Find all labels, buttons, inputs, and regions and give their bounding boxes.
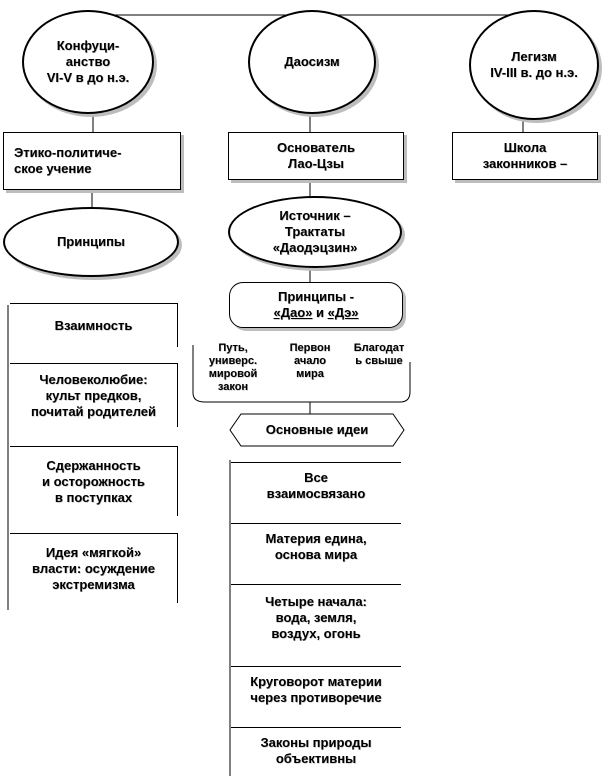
taoism-idea-4: Круговорот материи через противоречие bbox=[231, 666, 401, 712]
legalism-circle bbox=[469, 10, 599, 120]
taoism-source: Источник – Трактаты «Даодэцзин» bbox=[272, 208, 358, 255]
taoism-sub-principle-1: Путь, универс. мировой закон bbox=[208, 342, 258, 393]
confucianism-doctrine: Этико-политиче- ское учение bbox=[14, 145, 122, 176]
confucianism-title: Конфуци- анство VI-V в до н.э. bbox=[46, 38, 130, 85]
confucianism-item-1: Взаимность bbox=[10, 303, 178, 347]
de-term: «Дэ» bbox=[327, 305, 359, 320]
dao-term: «Дао» bbox=[273, 305, 313, 320]
legalism-title: Легизм IV-III в. до н.э. bbox=[490, 49, 578, 80]
confucianism-doctrine-box bbox=[3, 132, 181, 190]
main-ideas-label-box bbox=[229, 413, 405, 447]
confucianism-circle bbox=[22, 10, 154, 114]
taoism-idea-2: Материя едина, основа мира bbox=[231, 523, 401, 569]
confucianism-principles-ellipse bbox=[3, 207, 179, 277]
taoism-founder-box bbox=[228, 132, 404, 180]
taoism-circle bbox=[248, 10, 376, 114]
taoism-principles-dao-de: «Дао» и «Дэ» bbox=[273, 305, 359, 320]
legalism-school-box bbox=[452, 132, 598, 180]
taoism-principles-box bbox=[229, 282, 403, 328]
taoism-sub-principle-3: Благодат ь свыше bbox=[353, 342, 405, 367]
taoism-sub-principle-2: Первон ачало мира bbox=[289, 342, 331, 380]
confucianism-item-2: Человеколюбие: культ предков, почитай родителей bbox=[10, 363, 178, 427]
taoism-principles-prefix: Принципы - bbox=[277, 289, 354, 304]
taoism-idea-5: Законы природы объективны bbox=[231, 727, 401, 773]
taoism-title: Даосизм bbox=[284, 54, 340, 69]
taoism-idea-1: Все взаимосвязано bbox=[231, 462, 401, 508]
taoism-founder: Основатель Лао-Цзы bbox=[276, 140, 356, 171]
confucianism-item-4: Идея «мягкой» власти: осуждение экстремизма bbox=[10, 533, 178, 603]
confucianism-item-3: Сдержанность и осторожность в поступках bbox=[10, 446, 178, 516]
legalism-school: Школа законников – bbox=[482, 140, 568, 171]
main-ideas-label: Основные идеи bbox=[265, 422, 369, 437]
confucianism-principles: Принципы bbox=[56, 234, 126, 249]
taoism-idea-3: Четыре начала: вода, земля, воздух, огонь bbox=[231, 584, 401, 650]
taoism-source-ellipse bbox=[228, 196, 402, 268]
